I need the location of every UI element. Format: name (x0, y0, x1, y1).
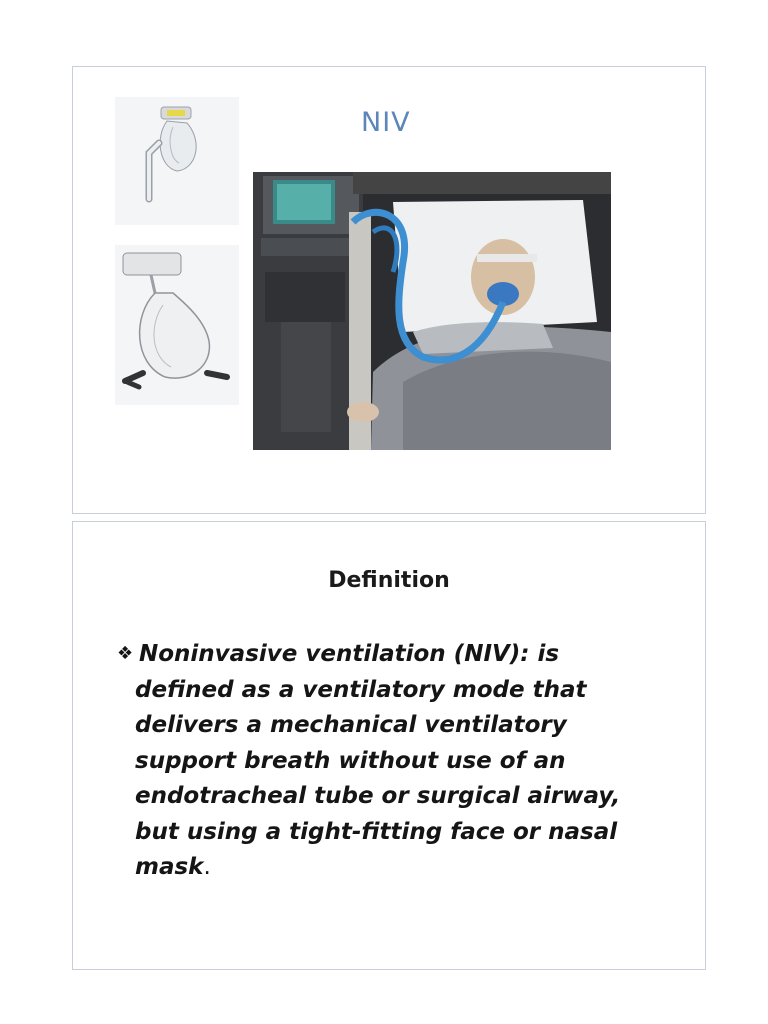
slide-definition (72, 521, 706, 970)
definition-line: delivers a mechanical ventilatory (135, 712, 567, 738)
definition-line: defined as a ventilatory mode that (135, 676, 587, 703)
slide-title: NIV (361, 107, 411, 138)
definition-line: mask. (135, 854, 211, 880)
definition-line: support breath without use of an (135, 747, 566, 774)
definition-line: but using a tight-fitting face or nasal (135, 818, 618, 845)
definition-line: ❖ Noninvasive ventilation (NIV): is (117, 636, 657, 673)
definition-text (117, 636, 657, 886)
full-face-mask-image (115, 245, 239, 405)
diamond-bullet-icon: ❖ (117, 643, 134, 664)
definition-line: endotracheal tube or surgical airway, (135, 783, 621, 809)
patient-ventilation-photo (253, 172, 611, 450)
definition-heading: Definition (328, 568, 450, 593)
nasal-mask-image (115, 97, 239, 225)
slide-niv (72, 66, 706, 514)
